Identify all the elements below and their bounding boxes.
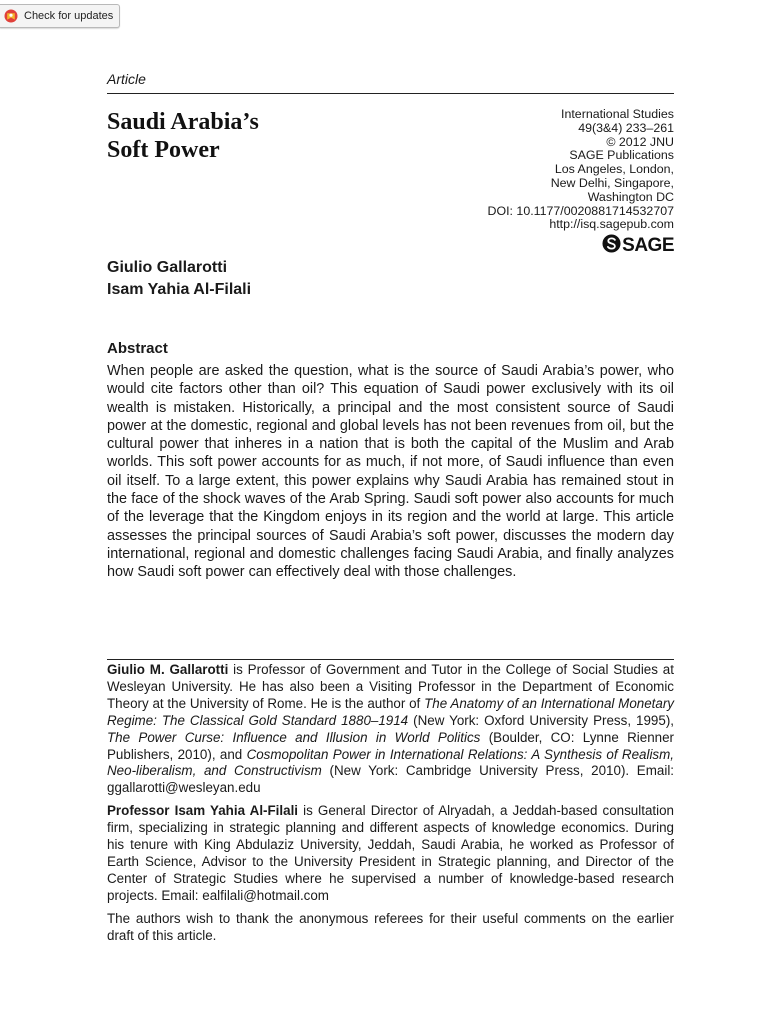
- bio-1-text-3: (Boulder, CO: Lynne Rienner Publishers, 2010), and: [107, 729, 674, 762]
- article-type-label: Article: [107, 71, 146, 87]
- volume-pages: 49(3&4) 233–261: [578, 120, 674, 135]
- sage-logo: [602, 236, 674, 256]
- title-line-2: Soft Power: [107, 137, 220, 163]
- title-line-1: Saudi Arabia’s: [107, 109, 259, 135]
- sage-logo-text: SAGE: [622, 235, 674, 256]
- bio-1-name: Giulio M. Gallarotti: [107, 662, 229, 677]
- sage-s-logo-icon: [602, 234, 621, 258]
- header-rule: [107, 93, 674, 94]
- bio-1-text-2: (New York: Oxford University Press, 1995),: [408, 712, 675, 728]
- bio-1-book-3: Cosmopolitan Power in International Relations: A Synthesis of Realism, Neo-liberalism, and Constructivism: [107, 746, 674, 779]
- bio-rule: [107, 659, 674, 660]
- doi[interactable]: DOI: 10.1177/0020881714532707: [487, 203, 674, 218]
- check-for-updates-label: Check for updates: [24, 10, 114, 22]
- journal-url[interactable]: http://isq.sagepub.com: [549, 217, 674, 232]
- publisher-location-2: New Delhi, Singapore,: [550, 175, 674, 190]
- author-2: Isam Yahia Al-Filali: [107, 281, 252, 298]
- bio-2-name: Professor Isam Yahia Al-Filali: [107, 803, 299, 819]
- bio-2-text: is General Director of Alryadah, a Jeddah-based consultation firm, specializing in strategic planning and different aspects of knowledge economics. During his tenure with King Abdulaziz University, Jeddah, Saudi Arabia, he worked as Professor of Earth Science, Advisor to the University President in Strategic planning, and Director of the Center of Strategic Studies where he supervised a number of knowledge-based research projects. Email: ealfilali@hotmail.com: [107, 803, 674, 903]
- journal-name: International Studies: [561, 107, 674, 121]
- abstract-text: When people are asked the question, what is the source of Saudi Arabia’s power, who would cite factors other than oil? This equation of Saudi power exclusively with its oil wealth is mistaken. Historically, a principal and the most consistent source of Saudi power at the domestic, regional and global levels has not been revenues from oil, but the cultural power that inheres in a nation that is both the capital of the Muslim and Arab worlds. This soft power accounts for as much, if not more, of Saudi influence than even oil itself. To a large extent, this power explains why Saudi Arabia has remained stout in the face of the shock waves of the Arab Spring. Saudi soft power also accounts for much of the leverage that the Kingdom enjoys in its region and the world at large. This article assesses the principal sources of Saudi Arabia’s soft power, discusses the modern day international, regional and domestic challenges facing Saudi Arabia, and finally analyzes how Saudi soft power can effectively deal with those challenges.: [107, 363, 674, 581]
- check-for-updates-button[interactable]: [0, 4, 120, 28]
- publisher-location-3: Washington DC: [587, 189, 674, 204]
- bio-gallarotti: [107, 662, 674, 797]
- copyright: © 2012 JNU: [606, 134, 674, 149]
- acknowledgement: The authors wish to thank the anonymous referees for their useful comments on the earlier draft of this article.: [107, 910, 674, 943]
- publisher-location-1: Los Angeles, London,: [554, 162, 674, 177]
- author-1: Giulio Gallarotti: [107, 259, 228, 276]
- abstract-heading: Abstract: [107, 340, 168, 357]
- publisher: SAGE Publications: [569, 148, 674, 163]
- crossmark-icon: [4, 9, 18, 23]
- bio-1-book-2: The Power Curse: Influence and Illusion in World Politics: [107, 729, 481, 745]
- bio-al-filali: [107, 803, 674, 904]
- article-title: [107, 108, 259, 164]
- journal-metadata: [488, 108, 674, 232]
- bio-1-text-1: is Professor of Government and Tutor in the College of Social Studies at Wesleyan University. He has also been a Visiting Professor in the Department of Economic Theory at the University of Rome. He is the author of: [107, 662, 674, 711]
- bio-1-text-4: (New York: Cambridge University Press, 2010). Email: ggallarotti@wesleyan.edu: [107, 763, 675, 796]
- author-bios: [107, 662, 674, 945]
- author-list: [107, 257, 251, 301]
- bio-1-book-1: The Anatomy of an International Monetary Regime: The Classical Gold Standard 1880–1914: [107, 695, 675, 728]
